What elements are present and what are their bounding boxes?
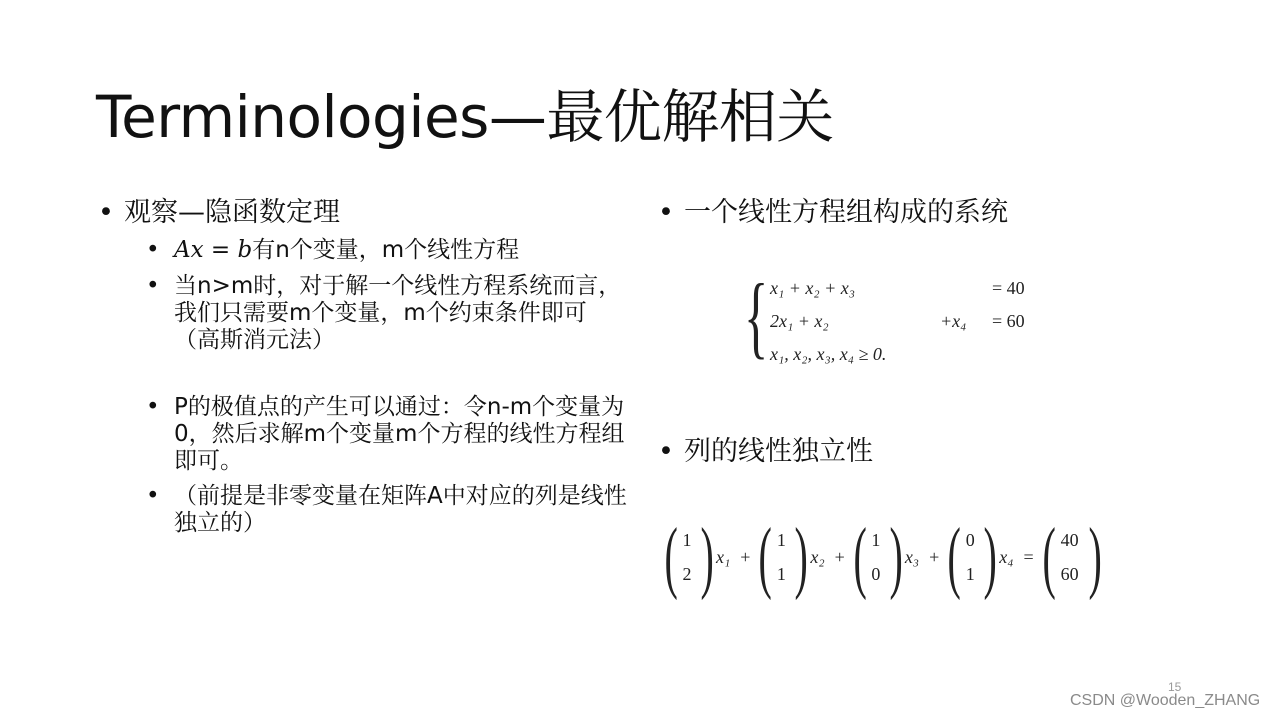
system-row-2-mid: +x₄: [940, 311, 967, 331]
bullet-implicit-function-theorem: • 观察—隐函数定理: [98, 197, 628, 229]
sub-bullet-precondition: • （前提是非零变量在矩阵A中对应的列是线性独立的）: [146, 483, 628, 537]
left-brace: {: [744, 265, 769, 367]
equation-ax-b: Ax = b: [174, 237, 253, 264]
sub-bullet-gaussian-elimination: • 当n>m时，对于解一个线性方程系统而言，我们只需要m个变量，m个约束条件即可（高斯消元法）: [146, 273, 628, 354]
system-row-3: x₁, x₂, x₃, x₄ ≥ 0.: [770, 344, 887, 364]
column-vector-1: ( 1 2 ): [664, 513, 714, 601]
linear-system-equation: [744, 265, 1044, 368]
right-bullet-system: [658, 197, 1258, 229]
var-x4: x₄: [999, 546, 1014, 567]
var-x2: x₂: [810, 546, 825, 567]
system-row-1: x₁ + x₂ + x₃: [770, 278, 856, 298]
var-x3: x₃: [904, 546, 920, 567]
slide-title: Terminologies—最优解相关: [96, 83, 834, 151]
vector-equation: [660, 515, 1102, 599]
plus-sign: +: [834, 546, 845, 567]
system-row-2-rhs: = 60: [992, 311, 1025, 331]
var-x1: x₁: [716, 546, 731, 567]
equals-sign: =: [1023, 546, 1034, 567]
column-vector-4: ( 0 1 ): [947, 513, 998, 601]
system-row-2: 2x₁ + x₂: [770, 311, 829, 331]
column-vector-3: ( 1 0 ): [853, 513, 903, 601]
right-bullet-independence: [658, 436, 1258, 468]
left-column: [98, 197, 628, 538]
bullet-linear-system: • 一个线性方程组构成的系统: [658, 197, 1258, 229]
bullet-column-independence: • 列的线性独立性: [658, 436, 1258, 468]
column-vector-2: ( 1 1 ): [758, 513, 809, 601]
system-row-1-rhs: = 40: [992, 278, 1025, 298]
sub-bullet-variables-text: 有n个变量，m个线性方程: [252, 237, 520, 264]
plus-sign: +: [929, 546, 940, 567]
rhs-vector: ( 40 60 ): [1042, 513, 1102, 601]
csdn-watermark: CSDN @Wooden_ZHANG: [1070, 692, 1261, 709]
sub-bullet-variables: [146, 237, 628, 264]
plus-sign: +: [740, 546, 751, 567]
sub-bullet-extreme-points: • P的极值点的产生可以通过：令n-m个变量为0，然后求解m个变量m个方程的线性方程组即可。: [146, 394, 628, 475]
page-number: 15: [1168, 680, 1182, 694]
